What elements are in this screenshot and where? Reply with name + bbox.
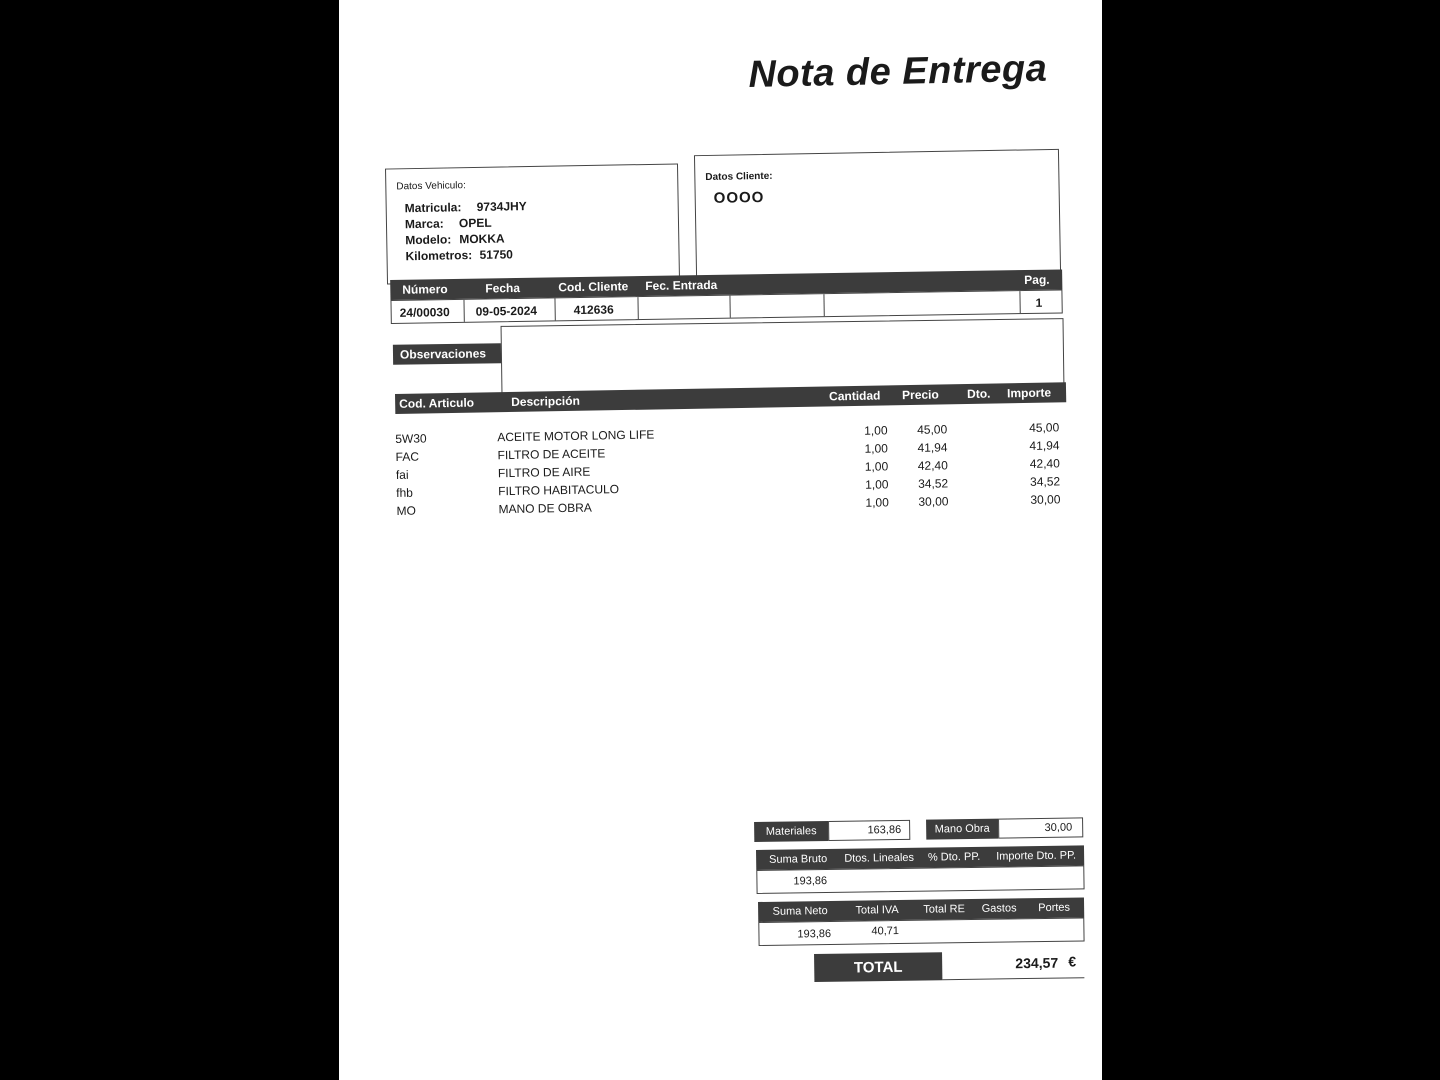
gastos-label: Gastos — [981, 902, 1017, 915]
row-cantidad: 1,00 — [864, 441, 888, 456]
suma-bruto-values — [756, 865, 1084, 894]
row-cod: fai — [395, 467, 409, 482]
portes-label: Portes — [1038, 901, 1071, 915]
suma-neto-values — [758, 917, 1084, 946]
row-cod: MO — [396, 503, 416, 518]
row-precio: 45,00 — [917, 422, 948, 437]
total-value-box — [942, 950, 1084, 980]
numero-label: Número — [402, 282, 448, 297]
materiales-value: 163,86 — [828, 820, 910, 841]
dtos-lineales-label: Dtos. Lineales — [844, 851, 915, 865]
currency-symbol: € — [1068, 953, 1077, 970]
pag-value: 1 — [1035, 295, 1043, 310]
row-precio: 34,52 — [918, 476, 949, 491]
col-dto: Dto. — [966, 386, 991, 402]
marca-value: OPEL — [458, 215, 492, 231]
importe-dto-pp-label: Importe Dto. PP. — [996, 849, 1077, 863]
col-cantidad: Cantidad — [828, 388, 881, 404]
document-title: Nota de Entrega — [748, 47, 1048, 96]
total-label: TOTAL — [814, 952, 942, 982]
row-desc: FILTRO DE ACEITE — [497, 446, 606, 463]
row-importe: 41,94 — [1029, 438, 1060, 453]
row-cantidad: 1,00 — [864, 423, 888, 438]
suma-bruto-block — [756, 845, 1085, 896]
col-cod-articulo: Cod. Articulo — [399, 395, 475, 411]
client-section-label: Datos Cliente: — [705, 170, 773, 183]
mano-obra-label: Mano Obra — [926, 819, 998, 840]
observaciones-label: Observaciones — [393, 343, 501, 365]
row-importe: 42,40 — [1029, 456, 1060, 471]
row-desc: MANO DE OBRA — [498, 500, 592, 517]
fecha-label: Fecha — [485, 280, 521, 296]
km-value: 51750 — [479, 247, 514, 262]
modelo-value: MOKKA — [459, 231, 505, 247]
pct-dto-pp-label: % Dto. PP. — [927, 850, 981, 864]
row-importe: 34,52 — [1029, 474, 1061, 489]
col-descripcion: Descripción — [511, 393, 580, 409]
mano-obra-value: 30,00 — [998, 817, 1083, 838]
total-iva-value: 40,71 — [871, 925, 900, 938]
row-precio: 42,40 — [917, 458, 948, 473]
numero-value: 24/00030 — [399, 305, 450, 320]
row-cod: FAC — [395, 449, 420, 464]
fecha-value: 09-05-2024 — [475, 303, 538, 319]
pag-label: Pag. — [1024, 272, 1050, 288]
row-precio: 30,00 — [918, 494, 949, 509]
suma-neto-value: 193,86 — [797, 927, 832, 941]
cod-cliente-label: Cod. Cliente — [558, 279, 629, 295]
total-re-label: Total RE — [923, 903, 965, 916]
total-value: 234,57 — [1015, 954, 1059, 972]
row-desc: ACEITE MOTOR LONG LIFE — [497, 427, 655, 445]
materiales-label: Materiales — [754, 821, 828, 842]
row-precio: 41,94 — [917, 440, 948, 455]
row-importe: 30,00 — [1030, 492, 1061, 507]
row-importe: 45,00 — [1029, 420, 1060, 435]
items-table-body — [395, 412, 1068, 524]
suma-bruto-value: 193,86 — [793, 875, 828, 888]
row-cantidad: 1,00 — [864, 459, 889, 474]
client-data-box — [694, 149, 1061, 277]
row-cantidad: 1,00 — [865, 477, 889, 492]
row-desc: FILTRO HABITACULO — [498, 482, 620, 499]
cod-cliente-value: 412636 — [573, 302, 614, 318]
row-cod: 5W30 — [395, 431, 427, 446]
vehicle-section-label: Datos Vehiculo: — [396, 180, 466, 193]
marca-label: Marca: — [404, 216, 444, 232]
suma-neto-block — [758, 897, 1085, 948]
col-importe: Importe — [1006, 385, 1052, 401]
row-desc: FILTRO DE AIRE — [497, 464, 591, 481]
total-iva-label: Total IVA — [855, 904, 899, 917]
suma-bruto-label: Suma Bruto — [769, 853, 828, 866]
suma-neto-label: Suma Neto — [772, 905, 828, 918]
grand-total-block — [814, 948, 1086, 984]
row-cod: fhb — [396, 485, 414, 500]
row-cantidad: 1,00 — [865, 495, 889, 510]
col-precio: Precio — [901, 387, 939, 403]
client-name: OOOO — [713, 188, 765, 207]
matricula-value: 9734JHY — [476, 199, 527, 214]
km-label: Kilometros: — [405, 248, 473, 264]
modelo-label: Modelo: — [405, 232, 452, 248]
totals-top-row — [754, 813, 1084, 842]
fec-entrada-label: Fec. Entrada — [645, 277, 718, 293]
matricula-label: Matricula: — [404, 200, 462, 216]
